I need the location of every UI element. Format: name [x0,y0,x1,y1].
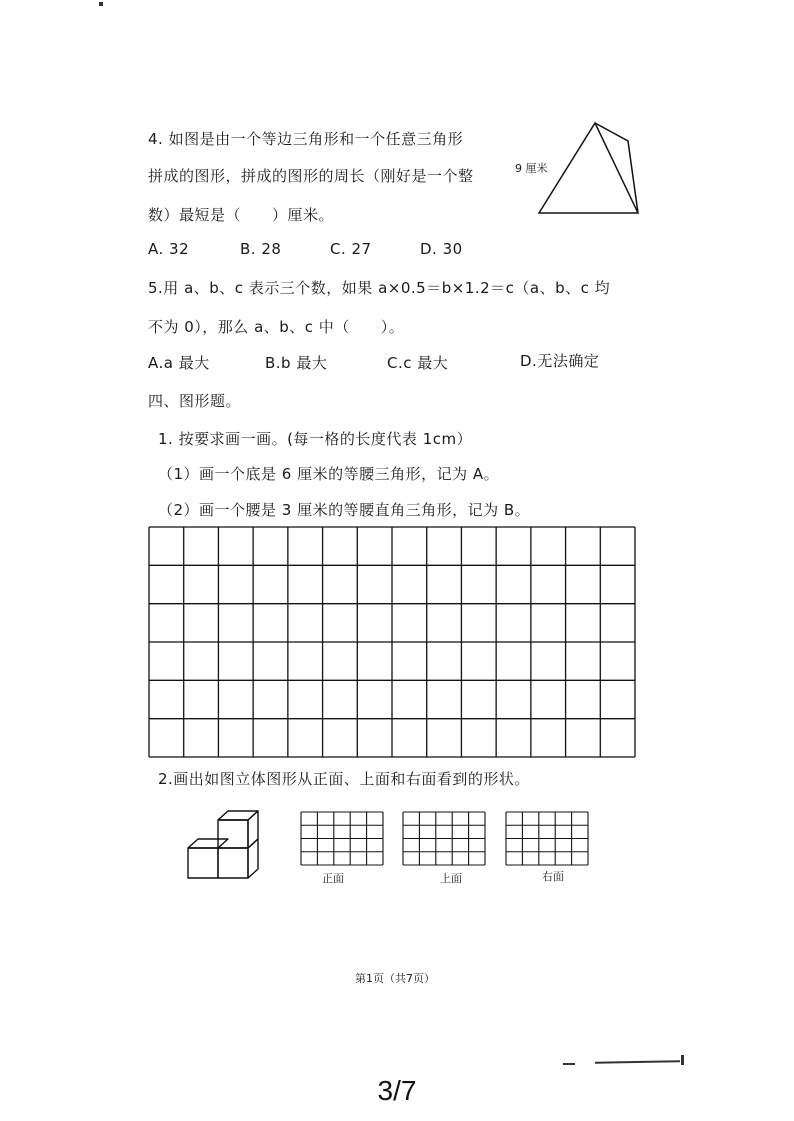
section-q1-sub2: （2）画一个腰是 3 厘米的等腰直角三角形，记为 B。 [158,501,531,519]
front-view-label: 正面 [322,872,344,885]
section-title: 四、图形题。 [148,392,242,410]
q5-option-b: B.b 最大 [265,354,328,372]
q5-option-c: C.c 最大 [387,354,449,372]
top-view-label: 上面 [440,872,462,885]
scan-mark [681,1055,684,1065]
q4-option-d: D. 30 [420,240,463,258]
q4-option-a: A. 32 [148,240,190,258]
section-q1-title: 1. 按要求画一画。(每一格的长度代表 1cm） [158,430,473,448]
right-view-grid[interactable] [505,811,589,866]
q4-line2: 拼成的图形，拼成的图形的周长（刚好是一个整 [148,167,474,185]
q4-option-c: C. 27 [330,240,372,258]
triangle-side-label: 9 厘米 [515,162,548,175]
corner-mark [99,2,103,6]
q4-option-b: B. 28 [240,240,282,258]
q4-line1: 4. 如图是由一个等边三角形和一个任意三角形 [148,130,464,148]
right-view-label: 右面 [542,870,564,883]
scan-mark [563,1063,575,1065]
q5-option-d: D.无法确定 [520,352,600,370]
section-q2-title: 2.画出如图立体图形从正面、上面和右面看到的形状。 [158,770,530,788]
front-view-grid[interactable] [300,811,384,866]
scan-mark [595,1060,680,1063]
q5-line1: 5.用 a、b、c 表示三个数，如果 a×0.5＝b×1.2＝c（a、b、c 均 [148,279,611,297]
page-number: 3/7 [377,1075,417,1106]
q5-option-a: A.a 最大 [148,354,210,372]
q5-line2: 不为 0），那么 a、b、c 中（ ）。 [148,318,405,336]
top-view-grid[interactable] [402,811,486,866]
section-q1-sub1: （1）画一个底是 6 厘米的等腰三角形，记为 A。 [158,465,500,483]
drawing-grid[interactable] [148,526,636,758]
cube-figure [184,808,270,884]
q4-line3: 数）最短是（ ）厘米。 [148,206,335,224]
page-footer-text: 第1页（共7页） [355,972,435,985]
